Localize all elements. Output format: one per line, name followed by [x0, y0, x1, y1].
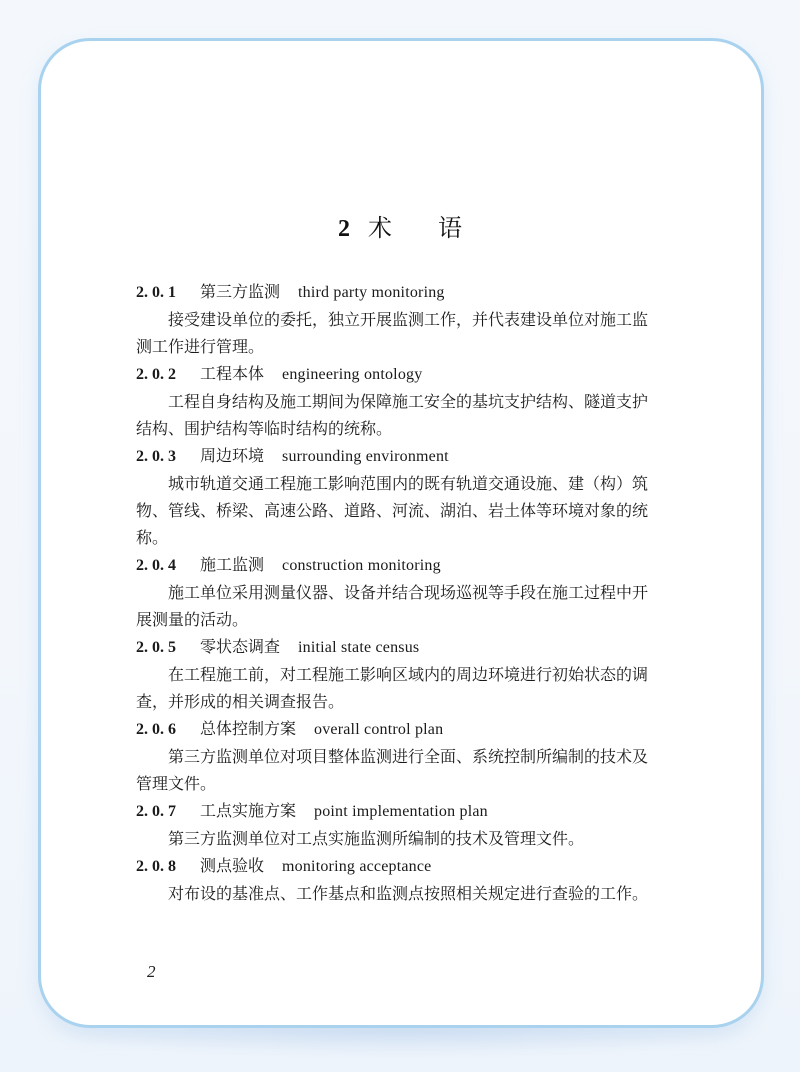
chapter-number: 2 — [338, 216, 350, 242]
term-chinese: 施工监测 — [200, 555, 265, 574]
term-number: 2. 0. 5 — [136, 639, 176, 656]
term-entry — [136, 715, 648, 797]
term-entry — [136, 442, 648, 551]
term-entry — [136, 797, 648, 852]
term-number: 2. 0. 6 — [136, 721, 176, 738]
term-definition: 第三方监测单位对项目整体监测进行全面、系统控制所编制的技术及管理文件。 — [136, 747, 649, 793]
term-definition: 城市轨道交通工程施工影响范围内的既有轨道交通设施、建（构）筑物、管线、桥梁、高速公路、道路、河流、湖泊、岩土体等环境对象的统称。 — [136, 474, 649, 547]
term-definition: 施工单位采用测量仪器、设备并结合现场巡视等手段在施工过程中开展测量的活动。 — [136, 583, 649, 629]
term-chinese: 测点验收 — [200, 856, 265, 875]
term-entry — [136, 633, 648, 715]
term-english: engineering ontology — [282, 366, 423, 383]
term-heading — [136, 551, 648, 579]
term-chinese: 第三方监测 — [200, 282, 281, 301]
chapter-title-part1: 术 — [368, 214, 392, 242]
chapter-title — [0, 208, 800, 243]
term-definition: 接受建设单位的委托，独立开展监测工作，并代表建设单位对施工监测工作进行管理。 — [136, 310, 649, 356]
term-chinese: 总体控制方案 — [200, 719, 297, 738]
term-english: point implementation plan — [314, 803, 488, 820]
term-heading — [136, 360, 648, 388]
term-heading — [136, 442, 648, 470]
page-number: 2 — [147, 962, 156, 981]
term-number: 2. 0. 7 — [136, 803, 176, 820]
term-entry — [136, 360, 648, 442]
term-number: 2. 0. 1 — [136, 284, 176, 301]
term-number: 2. 0. 4 — [136, 557, 176, 574]
term-chinese: 工程本体 — [200, 364, 265, 383]
term-definition: 在工程施工前，对工程施工影响区域内的周边环境进行初始状态的调查，并形成的相关调查报告。 — [136, 665, 649, 711]
term-english: monitoring acceptance — [282, 858, 432, 875]
term-definition: 工程自身结构及施工期间为保障施工安全的基坑支护结构、隧道支护结构、围护结构等临时结构的统称。 — [136, 392, 649, 438]
terms-list — [136, 278, 648, 907]
term-number: 2. 0. 2 — [136, 366, 176, 383]
term-definition: 第三方监测单位对工点实施监测所编制的技术及管理文件。 — [168, 829, 585, 848]
term-heading — [136, 278, 648, 306]
term-heading — [136, 715, 648, 743]
term-entry — [136, 278, 648, 360]
term-english: third party monitoring — [298, 284, 445, 301]
term-heading — [136, 633, 648, 661]
term-heading — [136, 852, 648, 880]
term-chinese: 零状态调查 — [200, 637, 281, 656]
term-english: overall control plan — [314, 721, 444, 738]
term-definition: 对布设的基准点、工作基点和监测点按照相关规定进行查验的工作。 — [168, 884, 649, 903]
chapter-title-part2: 语 — [438, 214, 462, 242]
term-number: 2. 0. 8 — [136, 858, 176, 875]
term-english: construction monitoring — [282, 557, 441, 574]
term-entry — [136, 551, 648, 633]
term-heading — [136, 797, 648, 825]
term-number: 2. 0. 3 — [136, 448, 176, 465]
term-entry — [136, 852, 648, 907]
term-chinese: 周边环境 — [200, 446, 265, 465]
term-english: surrounding environment — [282, 448, 449, 465]
term-chinese: 工点实施方案 — [200, 801, 297, 820]
term-english: initial state census — [298, 639, 420, 656]
